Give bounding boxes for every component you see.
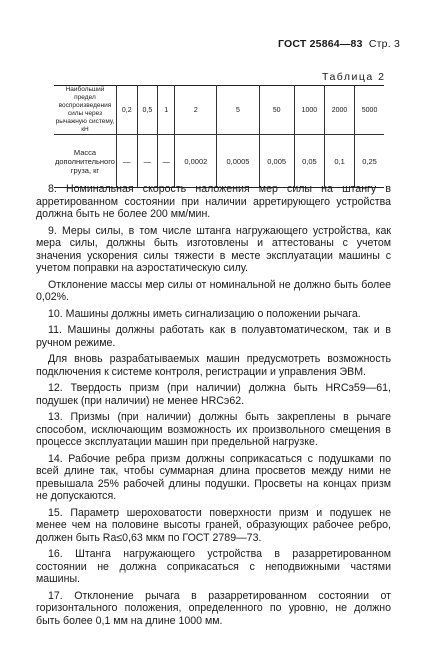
paragraph: 16. Штанга нагружающего устройства в разарретированном состоянии не должна соприкасаться с неподвижными частями машины.: [36, 548, 391, 585]
paragraph: 10. Машины должны иметь сигнализацию о положении рычага.: [48, 307, 361, 320]
paragraph: 9. Меры силы, в том числе штанга нагружающего устройства, как мера силы, должны быть изготовлены и аттестованы с учетом значения ускорения силы тяжести в месте эксплуатации машины с учетом поправки на аэростатическую силу.: [36, 224, 391, 274]
table-cell: —: [116, 135, 137, 188]
table-cell: 0,0005: [217, 135, 259, 188]
paragraph: 15. Параметр шероховатости поверхности призм и подушек не менее чем на половине высоты граней, образующих рабочее ребро, должен быть Ra≤0,63 мкм по ГОСТ 2789—73.: [36, 506, 391, 544]
table-cell: 0,0002: [175, 135, 217, 188]
paragraph: 13. Призмы (при наличии) должны быть закреплены в рычаге способом, исключающим возможность их произвольного смещения в процессе эксплуатации машин при предельной нагрузке.: [36, 411, 391, 448]
row-label: Масса дополнительного груза, кг: [54, 135, 116, 188]
table-cell: —: [158, 135, 175, 188]
table-row: [54, 135, 384, 188]
paragraph: 11. Машины должны работать как в полуавтоматическом, так и в ручном режиме.: [36, 324, 391, 349]
standard-number: ГОСТ 25864—83: [278, 38, 363, 50]
page-header: [278, 38, 400, 50]
table-cell: 2: [175, 86, 217, 135]
document-body: [36, 183, 391, 630]
table-cell: 0,25: [355, 135, 384, 188]
row-label: Наибольший предел воспроизведения силы через рычажную систему, кН: [54, 86, 116, 135]
table-row: [54, 86, 384, 135]
table-cell: 50: [259, 86, 294, 135]
page-number: Стр. 3: [368, 38, 400, 50]
table-cell: 0,005: [259, 135, 294, 188]
table-cell: 0,05: [294, 135, 324, 188]
paragraph: 8. Номинальная скорость наложения мер силы на штангу в арретированном состоянии при наличии арретирующего устройства должна быть не более 200 мм/мин.: [36, 183, 391, 220]
paragraph: 12. Твердость призм (при наличии) должна быть HRCэ59—61, подушек (при наличии) не менее HRCэ62.: [36, 382, 391, 407]
table-cell: 1000: [294, 86, 324, 135]
table-cell: 0,5: [137, 86, 158, 135]
paragraph: 14. Рабочие ребра призм должны соприкасаться с подушками по всей длине так, чтобы суммарная длина просветов между ними не превышала 25% рабочей длины подушки. Просветы на концах призм не допускаются.: [36, 452, 391, 502]
table-cell: —: [137, 135, 158, 188]
paragraph: Отклонение массы мер силы от номинальной не должно быть более 0,02%.: [36, 278, 391, 303]
table-cell: 5: [217, 86, 259, 135]
table-cell: 0,1: [324, 135, 354, 188]
table-caption: Таблица 2: [322, 71, 386, 83]
table-cell: 5000: [355, 86, 384, 135]
spec-table: [54, 85, 384, 188]
table-cell: 2000: [324, 86, 354, 135]
table-cell: 0,2: [116, 86, 137, 135]
table-cell: 1: [158, 86, 175, 135]
paragraph: 17. Отклонение рычага в разарретированном состоянии от горизонтального положения, определенного по уровню, не должно быть более 0,1 мм на длине 1000 мм.: [36, 589, 391, 627]
paragraph: Для вновь разрабатываемых машин предусмотреть возможность подключения к системе контроля, регистрации и управления ЭВМ.: [36, 353, 391, 378]
